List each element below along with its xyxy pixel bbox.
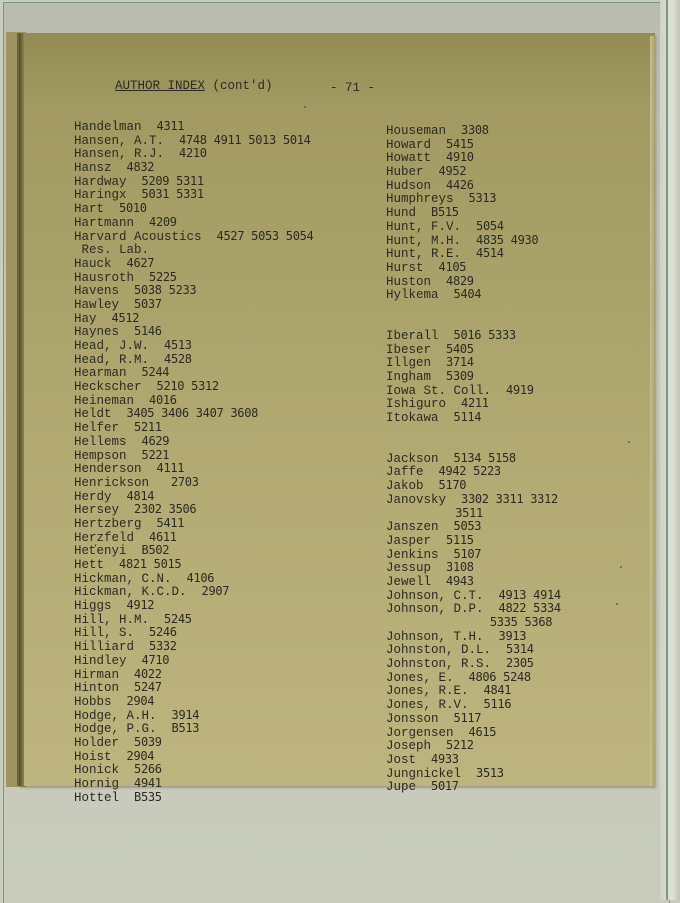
reference-numbers: 4611 [149,529,177,544]
index-entry [386,151,561,165]
author-name: Hellems [74,434,142,449]
author-name: Henrickson [74,475,165,490]
index-entry [74,531,313,545]
index-entry [74,271,313,285]
reference-numbers: 3914 [171,707,200,722]
reference-numbers: 4912 [126,598,155,613]
reference-numbers: 4528 [164,351,192,366]
index-entry [74,435,313,449]
reference-numbers: 5309 [446,369,474,383]
author-name: Hunt, M.H. [386,233,477,248]
index-entry [74,544,313,558]
index-title: AUTHOR INDEX [115,79,206,93]
reference-numbers: 4111 [156,461,185,476]
author-name: Hudson [386,178,447,193]
index-entry [74,449,313,463]
author-name: Jakob [386,479,439,494]
index-entry [386,671,561,685]
index-entry [74,626,313,640]
reference-numbers: 4941 [134,776,162,790]
index-entry [386,261,561,275]
author-name: Higgs [74,599,127,614]
index-entry [386,234,561,248]
author-name: Hodge, A.H. [74,708,172,723]
reference-numbers: 5170 [438,478,467,493]
author-name: Hilliard [74,640,150,655]
index-entry [386,397,561,411]
section-gap [386,302,561,329]
reference-numbers: 4841 [483,683,512,698]
index-entry [386,602,561,616]
author-name: Hansen, A.T. [74,133,180,148]
author-name: Janovsky [386,492,462,507]
reference-numbers: 4933 [431,751,459,766]
index-entry [74,736,313,750]
reference-numbers: 5332 [149,639,177,654]
author-name: Jost [386,752,432,767]
index-entry [74,407,313,421]
author-name: Heldt [74,407,127,422]
reference-numbers: 4105 [438,259,467,274]
glass-edge-right [660,0,680,900]
index-entry [74,750,313,764]
author-name: Honick [74,763,135,778]
index-entry [74,421,313,435]
reference-numbers: 4913 4914 [498,587,561,602]
paper-speck [628,441,630,443]
reference-numbers: 5221 [141,447,170,462]
index-entry [74,394,313,408]
index-entry [74,325,313,339]
author-name: Hirman [74,667,135,682]
reference-numbers: 4952 [438,164,467,179]
index-entry [74,216,313,230]
reference-numbers: 4821 5015 [119,557,182,571]
author-name: Howatt [386,151,447,166]
reference-numbers: 5405 [446,341,474,356]
index-entry [386,698,561,712]
section-gap [386,425,561,452]
index-entry [74,312,313,326]
author-name: Johnson, T.H. [386,629,499,644]
reference-numbers: 5245 [164,611,192,626]
reference-numbers: 4514 [476,246,504,261]
index-entry [74,380,313,394]
author-name: Iowa St. Coll. [386,383,507,398]
reference-numbers: 5037 [134,296,162,311]
reference-numbers: 2703 [164,474,199,489]
reference-numbers: 5211 [134,420,162,435]
author-name: Janszen [386,520,454,535]
index-entry [386,561,561,575]
index-entry [74,517,313,531]
index-entry [74,599,313,613]
author-name: Jenkins [386,547,454,562]
index-entry [386,712,561,726]
reference-numbers: 4919 [506,382,534,397]
author-name: Herdy [74,489,127,504]
author-name: Hawley [74,297,135,312]
reference-numbers: 5212 [446,738,474,753]
author-name: Hausroth [74,270,150,285]
index-entry [74,668,313,682]
index-entry [74,791,313,805]
author-name: Hill, H.M. [74,612,165,627]
author-name: Jessup [386,561,447,576]
reference-numbers: 4211 [461,396,489,411]
reference-numbers: 2907 [201,584,230,599]
author-name: Johnson, C.T. [386,588,499,603]
author-name: Ingham [386,370,447,384]
right-column [386,124,561,794]
index-entry [386,343,561,357]
index-entry [74,613,313,627]
reference-numbers: 3913 [498,628,527,643]
page-number: - 71 - [330,81,376,95]
reference-numbers: 3302 3311 3312 [461,491,558,506]
index-entry [386,479,561,493]
reference-numbers: 4710 [141,652,170,667]
author-name: Hund [386,206,432,221]
page-right-edge [650,36,655,786]
reference-numbers: 5038 5233 [134,283,197,298]
author-name: Helfer [74,421,135,436]
author-name: Hobbs [74,694,127,709]
index-entry [74,558,313,572]
reference-numbers: 3308 [461,123,489,137]
author-name: Haringx [74,188,142,203]
index-subtitle: (cont'd) [205,79,273,93]
author-name: Jones, R.V. [386,698,484,713]
reference-numbers: 5404 [453,287,482,302]
author-name: Hardway [74,174,142,189]
author-name: Res. Lab. [74,243,150,258]
reference-numbers: 5313 [468,191,497,206]
index-entry [74,298,313,312]
author-name: Hoist [74,749,127,764]
author-name: Hickman, C.N. [74,571,187,586]
reference-numbers: B515 [431,205,459,220]
index-entry [74,353,313,367]
author-name: Hartmann [74,215,150,230]
index-entry [386,739,561,753]
index-entry [386,356,561,370]
author-name: Hett [74,558,120,572]
author-name: Hottel [74,790,135,805]
reference-numbers: 4106 [186,570,215,585]
index-entry [386,534,561,548]
index-entry [74,134,313,148]
index-entry [386,452,561,466]
author-name: Hertzberg [74,516,157,531]
index-entry [74,462,313,476]
index-entry [74,763,313,777]
index-entry [386,767,561,781]
index-entry [74,339,313,353]
author-name: Jewell [386,574,447,589]
index-entry [386,206,561,220]
reference-numbers: 4615 [468,724,497,739]
author-name: Heckscher [74,380,157,395]
index-entry [74,572,313,586]
reference-numbers: 4910 [446,150,474,165]
reference-numbers: 4829 [446,273,474,288]
author-name: Hempson [74,448,142,463]
reference-numbers: 5107 [453,546,482,561]
index-entry [386,370,561,384]
index-entry [74,188,313,202]
reference-numbers: 5115 [446,532,474,547]
index-entry [386,780,561,794]
author-name: Handelman [74,120,157,134]
reference-numbers: 5411 [156,515,185,530]
index-entry [386,384,561,398]
author-name: Jasper [386,533,447,548]
author-name: Heineman [74,393,150,408]
author-name: Humphreys [386,192,469,207]
index-entry [386,247,561,261]
author-name: Hickman, K.C.D. [74,585,202,600]
reference-numbers: 4512 [111,310,140,325]
index-entry [386,165,561,179]
reference-numbers: 5209 5311 [141,173,204,188]
author-name: Hunt, F.V. [386,219,477,234]
author-name: Hersey [74,503,135,518]
paper-speck [304,106,306,108]
reference-numbers: 4209 [149,214,177,229]
reference-numbers: 2904 [126,748,155,763]
index-entry [386,493,561,507]
index-header [115,79,273,93]
index-entry [386,684,561,698]
index-entry [386,138,561,152]
index-entry [386,657,561,671]
author-name: Jackson [386,451,454,466]
reference-numbers: 4016 [149,392,177,407]
index-entry [74,161,313,175]
reference-numbers: 4629 [141,433,170,448]
reference-numbers: 5266 [134,762,162,777]
index-entry [74,257,313,271]
reference-numbers: 3108 [446,560,474,575]
author-name: Hansz [74,161,127,176]
index-entry [74,640,313,654]
author-name: Holder [74,735,135,750]
reference-numbers: 5314 [506,642,534,657]
author-name: Jorgensen [386,725,469,740]
reference-numbers: 2904 [126,693,155,708]
author-name: Hinton [74,681,135,696]
author-name: Illgen [386,356,447,371]
author-name: Hauck [74,256,127,271]
reference-numbers: 4311 [156,119,185,133]
reference-numbers: 5335 5368 [386,615,553,629]
index-entry [74,503,313,517]
reference-numbers: 4832 [126,160,155,175]
reference-numbers: 3405 3406 3407 3608 [126,406,259,421]
reference-numbers: 4513 [164,338,192,352]
reference-numbers: B513 [171,721,200,736]
index-entry [386,411,561,425]
author-name: Jones, R.E. [386,684,484,699]
page-binding-edge [19,33,24,786]
author-name: Jonsson [386,711,454,726]
reference-numbers: 5225 [149,269,177,284]
reference-numbers: 4942 5223 [438,464,501,479]
author-name: Iberall [386,328,454,343]
glass-edge-line [666,0,668,900]
author-name: Hill, S. [74,626,150,641]
index-entry [386,643,561,657]
reference-numbers: 4943 [446,573,474,588]
author-name: Huber [386,165,439,180]
left-column [74,120,313,804]
index-entry [386,589,561,603]
reference-numbers: 4822 5334 [498,601,561,616]
author-name: Herzfeld [74,530,150,545]
reference-numbers: 5031 5331 [141,187,204,202]
reference-numbers: 4210 [179,146,207,161]
index-entry [74,243,313,257]
author-name: Heťenyi [74,544,142,559]
reference-numbers: 5246 [149,625,177,640]
author-name: Itokawa [386,411,454,426]
index-entry [74,230,313,244]
reference-numbers: 5134 5158 [453,450,516,465]
index-entry [386,507,561,521]
index-entry [386,548,561,562]
author-name: Jupe [386,780,432,795]
reference-numbers: 4426 [446,177,474,192]
author-name: Havens [74,284,135,299]
author-name: Jaffe [386,465,439,480]
author-name: Head, R.M. [74,352,165,367]
index-entry [386,753,561,767]
author-name: Jones, E. [386,670,469,685]
author-name: Jungnickel [386,766,477,781]
reference-numbers: 5117 [453,710,482,725]
paper-speck [620,566,622,568]
reference-numbers: 5017 [431,779,459,794]
reference-numbers: 5039 [134,734,162,749]
author-name: Houseman [386,124,462,138]
index-entry [386,630,561,644]
author-name: Hornig [74,777,135,791]
reference-numbers: 4748 4911 5013 5014 [179,132,311,147]
index-entry [74,120,313,134]
reference-numbers: 5116 [483,697,512,712]
index-entry [74,147,313,161]
author-name: Ibeser [386,342,447,357]
index-entry [386,124,561,138]
author-name: Head, J.W. [74,339,165,353]
author-name: Johnson, D.P. [386,602,499,617]
reference-numbers: 4814 [126,488,155,503]
author-name: Ishiguro [386,397,462,412]
index-entry [74,202,313,216]
reference-numbers: 4835 4930 [476,232,539,247]
index-entry [386,726,561,740]
index-entry [74,366,313,380]
author-name: Hunt, R.E. [386,247,477,262]
author-name: Hylkema [386,288,454,303]
index-entry [386,520,561,534]
index-entry [386,465,561,479]
reference-numbers: 5210 5312 [156,379,219,394]
author-name: Joseph [386,739,447,754]
author-name: Harvard Acoustics [74,229,217,244]
index-entry [74,709,313,723]
reference-numbers: 5053 [453,519,482,534]
reference-numbers: B502 [141,543,170,558]
reference-numbers: 4527 5053 5054 [216,228,314,243]
reference-numbers: 2302 3506 [134,502,197,517]
author-name: Hearman [74,366,142,381]
author-name: Huston [386,274,447,289]
index-entry [74,777,313,791]
author-name: Johnston, D.L. [386,643,507,658]
paper-speck [616,603,618,605]
index-entry [74,695,313,709]
reference-numbers: 3714 [446,355,474,370]
author-name: Johnston, R.S. [386,657,507,672]
author-name: Henderson [74,462,157,477]
author-name: Hansen, R.J. [74,147,180,162]
author-name: Haynes [74,325,135,340]
reference-numbers: 4806 5248 [468,669,531,684]
reference-numbers: 5016 5333 [453,327,516,342]
index-entry [386,275,561,289]
author-name: Hodge, P.G. [74,722,172,737]
reference-numbers: B535 [134,789,162,804]
author-name: Hay [74,311,112,326]
index-entry [386,288,561,302]
author-name: Hurst [386,260,439,275]
index-entry [74,284,313,298]
author-name: Hindley [74,653,142,668]
reference-numbers: 5010 [119,201,147,216]
reference-numbers: 5146 [134,324,162,339]
index-entry [386,179,561,193]
index-entry [74,490,313,504]
index-entry [386,192,561,206]
index-entry [74,476,313,490]
index-entry [74,175,313,189]
reference-numbers: 4627 [126,255,155,270]
index-entry [386,329,561,343]
reference-numbers: 5244 [141,365,170,380]
reference-numbers: 5247 [134,680,162,695]
index-entry [74,681,313,695]
reference-numbers: 3511 [386,505,483,520]
index-entry [386,220,561,234]
author-name: Howard [386,137,447,152]
index-entry [74,722,313,736]
reference-numbers: 5114 [453,410,482,425]
index-entry [386,575,561,589]
reference-numbers: 5415 [446,136,474,151]
index-entry [74,585,313,599]
index-entry [74,654,313,668]
reference-numbers: 2305 [506,656,534,671]
author-name: Hart [74,202,120,217]
index-entry [386,616,561,630]
reference-numbers: 3513 [476,765,504,780]
reference-numbers: 4022 [134,666,162,681]
reference-numbers: 5054 [476,218,504,233]
